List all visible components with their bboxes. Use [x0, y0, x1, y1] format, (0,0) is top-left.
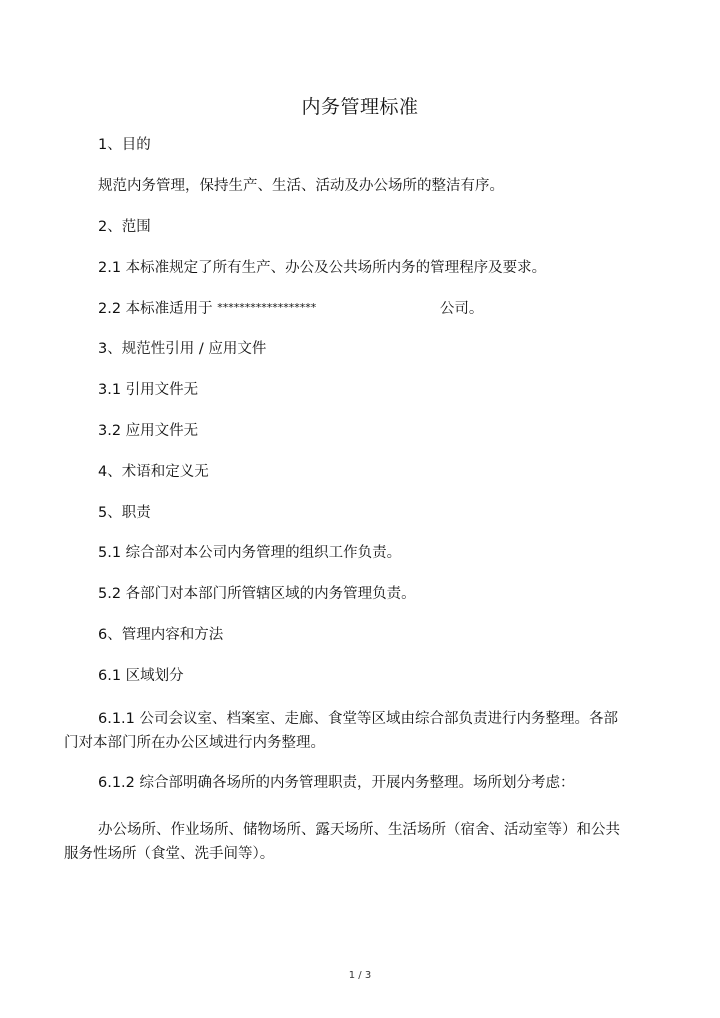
section-6-places: 办公场所、作业场所、储物场所、露天场所、生活场所（宿舍、活动室等）和公共服务性场所（食堂、洗手间等）。	[64, 822, 620, 862]
section-2-2-suffix: 公司。	[439, 301, 484, 317]
redacted-company-name: ******************	[217, 301, 317, 314]
section-3-2: 3.2 应用文件无	[98, 423, 199, 439]
section-5-1: 5.1 综合部对本公司内务管理的组织工作负责。	[98, 545, 402, 561]
section-1-heading: 1、目的	[98, 137, 151, 153]
section-6-1-2: 6.1.2 综合部明确各场所的内务管理职责，开展内务整理。场所划分考虑：	[98, 775, 575, 791]
section-2-1: 2.1 本标准规定了所有生产、办公及公共场所内务的管理程序及要求。	[98, 260, 547, 276]
section-3-1: 3.1 引用文件无	[98, 382, 199, 398]
section-6-1: 6.1 区域划分	[98, 668, 184, 684]
section-6-1-1: 6.1.1 公司会议室、档案室、走廊、食堂等区域由综合部负责进行内务整理。各部门对本部门所在办公区域进行内务整理。	[64, 711, 619, 751]
section-5-2: 5.2 各部门对本部门所管辖区域的内务管理负责。	[98, 586, 416, 602]
section-2-2	[98, 299, 483, 318]
section-4-heading: 4、术语和定义无	[98, 464, 209, 480]
document-title: 内务管理标准	[301, 96, 419, 118]
section-5-heading: 5、职责	[98, 505, 151, 521]
section-1-body: 规范内务管理，保持生产、生活、活动及办公场所的整洁有序。	[98, 178, 504, 194]
section-2-2-prefix: 2.2 本标准适用于	[98, 301, 213, 317]
section-6-heading: 6、管理内容和方法	[98, 627, 224, 643]
page-number: 1 / 3	[348, 970, 372, 981]
section-3-heading: 3、规范性引用 / 应用文件	[98, 341, 267, 357]
section-2-heading: 2、范围	[98, 219, 151, 235]
